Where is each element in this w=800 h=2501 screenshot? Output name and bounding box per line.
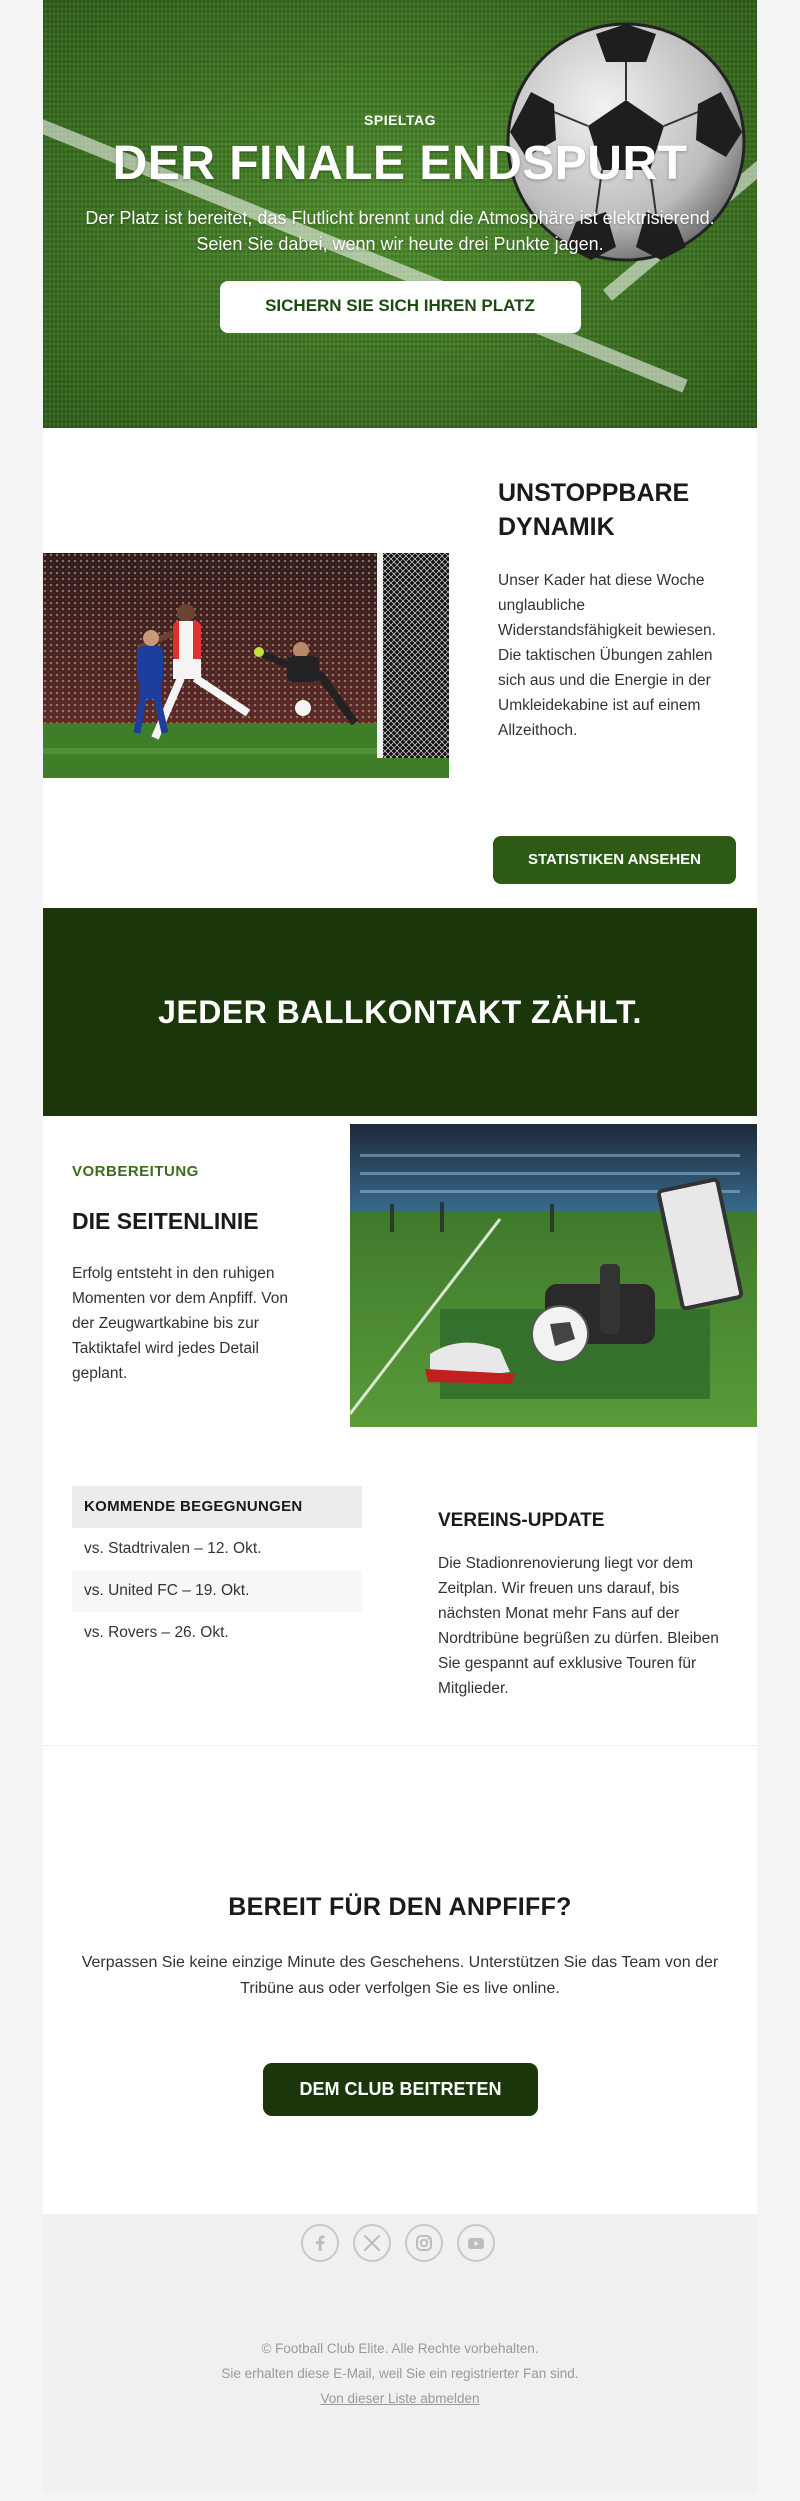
sideline-title: DIE SEITENLINIE (72, 1208, 259, 1234)
dynamics-text: Unser Kader hat diese Woche unglaubliche Widerstandsfähigkeit bewiesen. Die taktischen Übungen zahlen sich aus und die Energie in der Umkleidekabine ist auf einem Allzeithoch. (498, 572, 716, 739)
fixture-row: vs. Rovers – 26. Okt. (84, 1624, 229, 1641)
youtube-icon[interactable] (457, 2224, 495, 2262)
sideline-kicker: VORBEREITUNG (72, 1163, 199, 1180)
cta-title: BEREIT FÜR DEN ANPFIFF? (228, 1893, 572, 1921)
fixtures-table (72, 1486, 362, 1654)
fixture-row: vs. United FC – 19. Okt. (72, 1570, 362, 1612)
hero-title: DER FINALE ENDSPURT (112, 137, 688, 190)
footer-copyright: © Football Club Elite. Alle Rechte vorbehalten. (261, 2341, 539, 2356)
hero-section (43, 0, 757, 428)
sideline-section (43, 1116, 757, 1446)
email-container (43, 0, 757, 2493)
hero-kicker: SPIELTAG (364, 112, 436, 128)
instagram-icon[interactable] (405, 2224, 443, 2262)
cta-section (43, 1746, 757, 2214)
join-club-button[interactable]: DEM CLUB BEITRETEN (263, 2063, 538, 2116)
update-title: VEREINS-UPDATE (438, 1510, 605, 1531)
info-section (43, 1446, 757, 1746)
fixtures-header: KOMMENDE BEGEGNUNGEN (72, 1486, 362, 1528)
social-links (301, 2224, 501, 2262)
cta-text: Verpassen Sie keine einzige Minute des Geschehens. Unterstützen Sie das Team von der Tribüne aus oder verfolgen Sie es live online. (81, 1954, 719, 1997)
fixture-row: vs. Stadtrivalen – 12. Okt. (84, 1540, 262, 1557)
sideline-equipment-image (350, 1124, 757, 1427)
dynamics-title: UNSTOPPBARE DYNAMIK (498, 479, 690, 541)
secure-seat-button[interactable]: SICHERN SIE SICH IHREN PLATZ (220, 281, 581, 333)
banner: JEDER BALLKONTAKT ZÄHLT. (43, 908, 757, 1116)
facebook-icon[interactable] (301, 2224, 339, 2262)
view-stats-button[interactable]: STATISTIKEN ANSEHEN (493, 836, 736, 884)
footer-notice: Sie erhalten diese E-Mail, weil Sie ein registrierter Fan sind. (221, 2366, 579, 2381)
sideline-text: Erfolg entsteht in den ruhigen Momenten vor dem Anpfiff. Von der Zeugwartkabine bis zur Taktiktafel wird jedes Detail geplant. (72, 1265, 288, 1382)
x-icon[interactable] (353, 2224, 391, 2262)
match-action-image (43, 553, 449, 778)
hero-text: Der Platz ist bereitet, das Flutlicht brennt und die Atmosphäre ist elektrisierend. Seien Sie dabei, wenn wir heute drei Punkte jagen. (85, 208, 715, 254)
footer (43, 2214, 757, 2493)
dynamics-section (43, 428, 757, 908)
unsubscribe-link[interactable]: Von dieser Liste abmelden (320, 2391, 480, 2406)
update-text: Die Stadionrenovierung liegt vor dem Zeitplan. Wir freuen uns darauf, bis nächsten Monat mehr Fans auf der Nordtribüne begrüßen zu dürfen. Bleiben Sie gespannt auf exklusive Touren für Mitglieder. (438, 1555, 719, 1697)
hero-content (43, 112, 757, 333)
